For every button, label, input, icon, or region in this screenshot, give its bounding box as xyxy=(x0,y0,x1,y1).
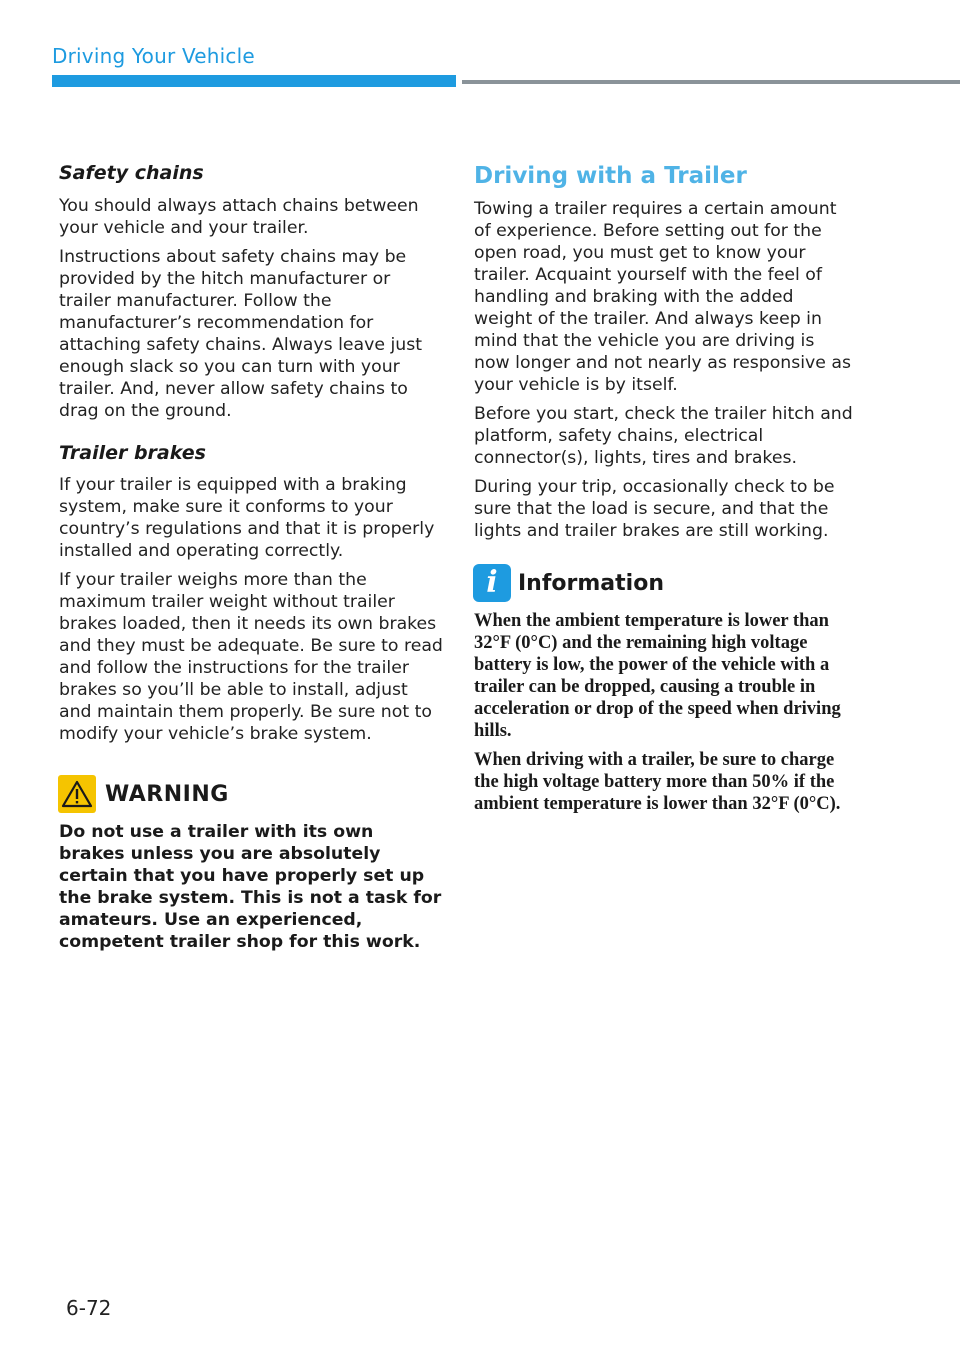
chapter-title: Driving Your Vehicle xyxy=(52,44,255,68)
warning-callout xyxy=(59,775,443,953)
driving-paragraph-3: During your trip, occasionally check to be sure that the load is secure, and that the lights and trailer brakes are still working. xyxy=(474,477,835,542)
driving-paragraph-1: Towing a trailer requires a certain amount of experience. Before setting out for the open road, you must get to know your trailer. Acquaint yourself with the feel of handling and braking with the added weight of the trailer. And always keep in mind that the vehicle you are driving is now longer and not nearly as responsive as your vehicle is by itself. xyxy=(474,199,851,396)
page-number: 6-72 xyxy=(66,1296,112,1320)
trailer-brakes-section xyxy=(59,440,443,746)
warning-title: WARNING xyxy=(105,781,229,807)
driving-with-trailer-heading: Driving with a Trailer xyxy=(474,163,747,189)
safety-chains-heading: Safety chains xyxy=(59,162,204,184)
safety-chains-section xyxy=(59,160,443,422)
info-icon: i xyxy=(473,564,511,602)
warning-header xyxy=(58,775,443,813)
information-title: Information xyxy=(518,570,664,596)
header-rule xyxy=(462,80,960,84)
header-accent-bar xyxy=(52,75,456,87)
safety-chains-paragraph-2: Instructions about safety chains may be provided by the hitch manufacturer or trailer manufacturer. Follow the manufacturer’s recommendation for attaching safety chains. Always leave just enough slack so you can turn with your trailer. And, never allow safety chains to drag on the ground. xyxy=(59,246,422,421)
right-column xyxy=(474,160,854,822)
information-callout xyxy=(474,564,854,815)
trailer-brakes-heading: Trailer brakes xyxy=(59,441,206,464)
warning-triangle-icon xyxy=(58,775,96,813)
warning-text: Do not use a trailer with its own brakes unless you are absolutely certain that you have properly set up the brake system. This is not a task for amateurs. Use an experienced, competent trailer shop for this work. xyxy=(59,822,442,953)
left-column xyxy=(59,160,443,953)
information-paragraph-1: When the ambient temperature is lower than 32°F (0°C) and the remaining high voltage battery is low, the power of the vehicle with a trailer can be dropped, causing a trouble in acceleration or drop of the speed when driving hills. xyxy=(474,611,841,742)
driving-paragraph-2: Before you start, check the trailer hitch and platform, safety chains, electrical connector(s), lights, tires and brakes. xyxy=(474,404,853,469)
information-header xyxy=(473,564,854,602)
trailer-brakes-paragraph-2: If your trailer weighs more than the maximum trailer weight without trailer brakes loaded, then it needs its own brakes and they must be adequate. Be sure to read and follow the instructions for the trailer brakes so you’ll be able to install, adjust and maintain them properly. Be sure not to modify your vehicle’s brake system. xyxy=(59,570,443,745)
information-paragraph-2: When driving with a trailer, be sure to charge the high voltage battery more than 50% if the ambient temperature is lower than 32°F (0°C). xyxy=(474,750,841,815)
safety-chains-paragraph-1: You should always attach chains between your vehicle and your trailer. xyxy=(59,195,419,238)
trailer-brakes-paragraph-1: If your trailer is equipped with a braking system, make sure it conforms to your country’s regulations and that it is properly installed and operating correctly. xyxy=(59,475,435,562)
driving-with-trailer-section xyxy=(474,160,854,542)
